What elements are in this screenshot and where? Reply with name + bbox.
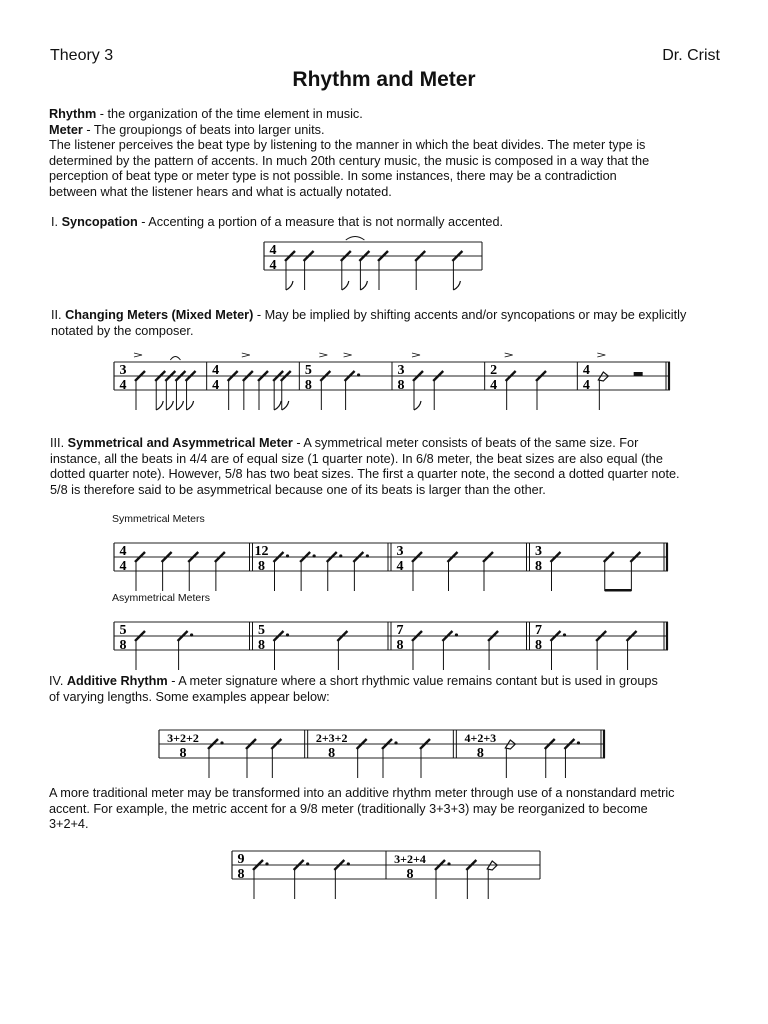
section-line [50,436,750,452]
time-signature-top: 3+2+4 [394,852,426,866]
augmentation-dot [347,862,350,865]
symmetrical-meters-label: Symmetrical Meters [112,513,205,525]
eighth-flag [360,281,367,290]
time-signature-bottom: 8 [406,867,414,882]
section-additive-heading [49,674,749,705]
accent-mark [597,353,605,357]
time-signature-top: 12 [254,544,269,559]
section-symmetry-heading [50,436,750,498]
eighth-flag [414,401,421,410]
time-signature-top: 3 [119,363,127,378]
augmentation-dot [220,741,223,744]
paragraph-line: 3+2+4. [49,817,89,832]
time-signature-bottom: 4 [396,559,404,574]
section-mixed-meter-heading [51,308,751,339]
time-signature-top: 3 [396,544,404,559]
half-rest [634,372,643,376]
section-line: 5/8 is therefore said to be asymmetrical because one of its beats is larger than the other. [50,482,546,497]
additive-rhythm-example [157,722,607,776]
augmentation-dot [366,554,369,557]
asymmetrical-meters-example [112,612,672,664]
section-term: Additive Rhythm [66,674,168,688]
section-term: Syncopation [61,215,138,229]
eighth-flag [187,401,194,410]
symmetrical-meters-example [112,533,672,585]
time-signature-bottom: 8 [535,559,542,574]
section-line: of varying lengths. Some examples appear below: [49,689,330,704]
author-name: Dr. Crist [662,47,720,64]
time-signature-top: 2 [490,363,498,378]
section-number: IV. [49,674,67,688]
tie [346,237,365,241]
time-signature-bottom: 4 [119,378,127,393]
tie [170,357,180,361]
eighth-flag [286,281,293,290]
listener-line: The listener perceives the beat type by listening to the manner in which the beat divides. The meter type is [49,138,646,153]
section-line [51,308,751,324]
augmentation-dot [286,633,289,636]
eighth-flag [156,401,163,410]
paragraph-line: A more traditional meter may be transformed into an additive rhythm meter through use of a nonstandard metric [49,786,675,800]
time-signature-bottom: 8 [304,378,312,393]
augmentation-dot [357,373,360,376]
eighth-flag [342,281,349,290]
section-term: Symmetrical and Asymmetrical Meter [67,436,293,450]
time-signature-top: 9 [237,852,245,867]
beam [605,589,632,592]
eighth-flag [166,401,173,410]
time-signature-bottom: 8 [258,559,265,574]
time-signature-top: 3 [535,544,542,559]
mixed-meter-example [112,352,672,406]
time-signature-top: 3 [397,363,405,378]
listener-line: perception of beat type or meter type is not possible. In some instances, there may be a contradiction [49,169,617,184]
section-syncopation-heading [51,215,503,231]
section-line: notated by the composer. [51,323,194,338]
time-signature-top: 4 [269,243,277,258]
augmentation-dot [394,741,397,744]
asymmetrical-meters-label: Asymmetrical Meters [112,592,211,604]
eighth-flag [453,281,460,290]
rhythm-term: Rhythm [49,107,97,121]
augmentation-dot [190,633,193,636]
accent-mark [505,353,513,357]
time-signature-bottom: 4 [582,378,590,393]
definitions-block [49,107,739,201]
time-signature-top: 4 [119,544,127,559]
rhythm-definition [49,107,739,123]
time-signature-top: 2+3+2 [315,731,348,745]
meter-text: - The groupiongs of beats into larger units. [82,122,325,137]
listener-line: determined by the pattern of accents. In much 20th century music, the music is composed in a way that the [49,153,650,168]
time-signature-top: 3+2+2 [167,731,199,745]
section-line [49,674,749,690]
rhythm-text: - the organization of the time element in music. [96,107,363,121]
time-signature-bottom: 8 [237,867,245,882]
additive-closing-paragraph [49,786,749,833]
nine-eight-example [230,843,542,895]
augmentation-dot [286,554,289,557]
augmentation-dot [339,554,342,557]
time-signature-bottom: 8 [328,746,336,761]
section-text: - A symmetrical meter consists of beats of the same size. For [292,436,639,450]
time-signature-bottom: 8 [535,638,542,653]
accent-mark [134,353,142,357]
time-signature-top: 5 [119,623,127,638]
eighth-flag [282,401,289,410]
augmentation-dot [265,862,268,865]
time-signature-bottom: 4 [269,258,277,273]
augmentation-dot [577,741,580,744]
time-signature-bottom: 8 [179,746,187,761]
time-signature-top: 4 [582,363,590,378]
meter-term: Meter [49,122,83,137]
augmentation-dot [306,862,309,865]
accent-mark [242,353,250,357]
eighth-flag [274,401,281,410]
section-text: - May be implied by shifting accents and/or syncopations or may be explicitly [253,308,687,322]
meter-definition [49,123,739,139]
time-signature-top: 7 [535,623,542,638]
course-name: Theory 3 [50,47,114,64]
paragraph-line: accent. For example, the metric accent for a 9/8 meter (traditionally 3+3+3) may be reorganized to become [49,801,648,816]
syncopation-example [262,236,482,292]
section-number: I. [51,215,62,229]
listener-line: between what the listener hears and what is actually notated. [49,184,392,199]
time-signature-bottom: 4 [119,559,127,574]
augmentation-dot [455,633,458,636]
time-signature-top: 4+2+3 [464,731,497,745]
time-signature-top: 5 [258,623,265,638]
augmentation-dot [447,862,450,865]
accent-mark [412,353,420,357]
section-number: II. [51,308,66,322]
time-signature-top: 4 [212,363,220,378]
time-signature-bottom: 8 [258,638,265,653]
section-number: III. [50,436,68,450]
time-signature-bottom: 4 [490,378,498,393]
accent-mark [319,353,327,357]
section-text: - A meter signature where a short rhythmic value remains contant but is used in groups [167,674,658,688]
time-signature-bottom: 8 [397,378,405,393]
time-signature-bottom: 4 [212,378,220,393]
eighth-flag [176,401,183,410]
time-signature-top: 7 [396,623,404,638]
time-signature-bottom: 8 [396,638,404,653]
time-signature-bottom: 8 [119,638,127,653]
section-term: Changing Meters (Mixed Meter) [65,308,254,322]
time-signature-bottom: 8 [476,746,484,761]
augmentation-dot [313,554,316,557]
section-line: instance, all the beats in 4/4 are of equal size (1 quarter note). In 6/8 meter, the beat sizes are also equal (the [50,451,663,466]
time-signature-top: 5 [304,363,312,378]
accent-mark [344,353,352,357]
section-line: dotted quarter note). However, 5/8 has two beat sizes. The first a quarter note, the second a dotted quarter note. [50,467,680,482]
augmentation-dot [563,633,566,636]
page-title: Rhythm and Meter [292,68,476,91]
section-text: - Accenting a portion of a measure that is not normally accented. [137,215,504,229]
